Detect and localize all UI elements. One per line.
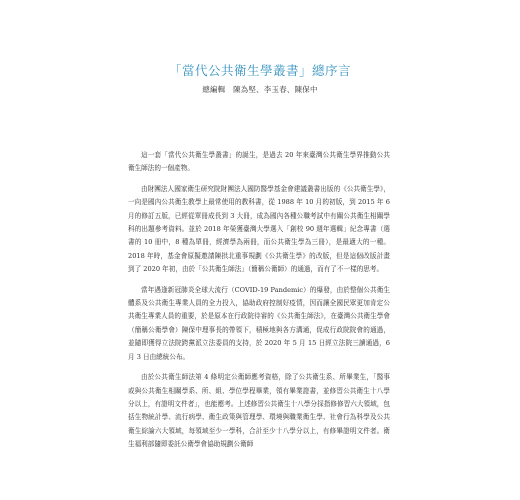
paragraph: 由於公共衛生師法第 4 條明定公衛師應考資格，除了公共衛生系、所畢業生，「醫事或與公共衛生相關學系、所、組、學位學程畢業，領有畢業證書，並修習公共衛生十八學分以上，有證明文件者」，也能應考。上述修習公共衛生十八學分採指修修習六大領域，包括生物統計學、流行病學、衛生政策與管理學、環境與職業衛生學、社會行為科學及公共衛生綜論六大領域，每領域至少一學科，合計至少十八學分以上，有修畢證明文件者。衛生福利部隨即委託公衛學會協助規劃公衛師: [128, 373, 390, 449]
paragraph: 由財團法人國家衛生研究院財團法人國防醫學基金會建議叢書出版的《公共衛生學》，一向是國內公共衛生教學上最常使用的教科書，從 1988 年 10 月的初版，到 2015 年 6 月的修訂五版，已經從單冊成長到 3 大冊，成為國內各種公職考試中有關公共衛生相關學科的出題參考資料。並於 2018 年榮獲臺灣大學選入「創校 90 週年選輯」紀念專書（選書的 10 冊中，8 種為單冊，經濟學為兩冊，而公共衛生學為三冊），是最適大的一種。2018 年時，基金會原擬邀請陳拱北重事規劃《公共衛生學》的改版，但是這個改版計畫到了 2020 年初，由於「公共衛生師法」（簡稱公衛師）的通過，而有了不一樣的思考。: [128, 184, 390, 274]
document-title: 「當代公共衛生學叢書」總序言: [168, 63, 351, 78]
paragraph: 這一套「當代公共衛生學叢書」的誕生，是過去 20 年來臺灣公共衛生學界推動公共衛生師法的一個產物。: [128, 151, 390, 173]
paragraph: 當年遇逢新冠肺炎全球大流行（COVID-19 Pandemic）的爆發，由於整個公共衛生體系及公共衛生專業人員的全力投入，協助政府控制好疫情，因而讓全國民眾更加肯定公共衛生專業人員的重要，於是原本在行政院待審的《公共衛生師法》，在臺灣公共衛生學會（簡稱公衛學會）陳保中理事長的帶領下，積極地與各方溝通，促成行政院院會的通過，並隨即獲得立法院跨黨派立法委員的支持，於 2020 年 5 月 15 日經立法院三讀通過，6 月 3 日由總統公布。: [128, 285, 390, 361]
document-body: [128, 149, 390, 459]
document-authors: 總編輯 陳為堅、李玉春、陳保中: [202, 85, 318, 94]
